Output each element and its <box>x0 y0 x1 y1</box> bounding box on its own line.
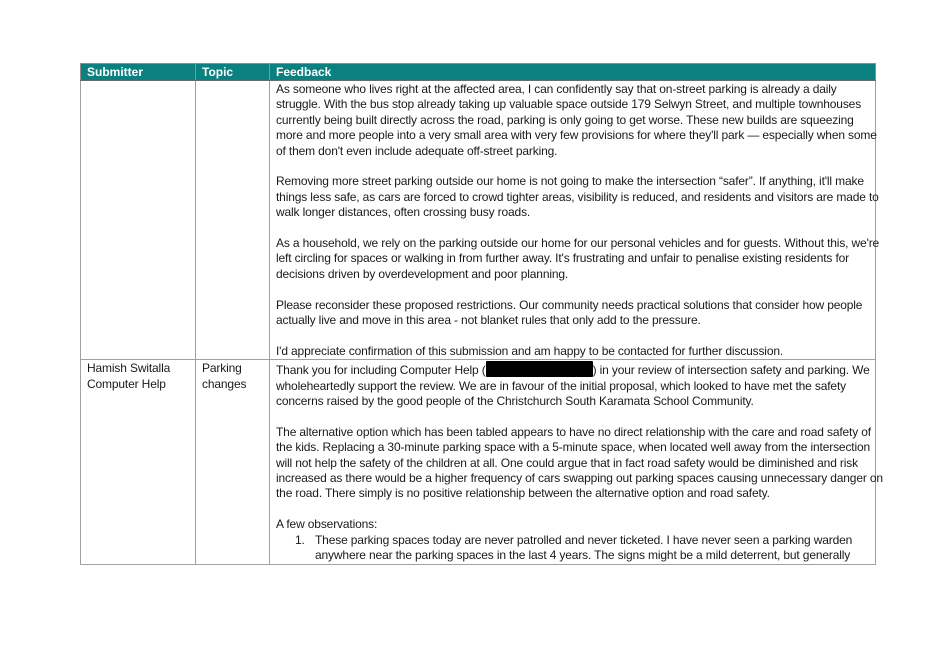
list-item <box>276 533 869 564</box>
text-line: left circling for spaces or walking in from further away. It's frustrating and unfair to penalise existing residents for <box>276 251 850 266</box>
feedback-cell <box>270 81 880 360</box>
feedback-paragraph <box>276 82 877 159</box>
submitter-cell <box>81 360 196 564</box>
text-line: As someone who lives right at the affected area, I can confidently say that on-street parking is already a daily <box>276 82 837 96</box>
text-line: increased as there would be a higher frequency of cars swapping out parking spaces causing unnecessary danger on <box>276 471 883 486</box>
feedback-paragraph <box>276 236 880 282</box>
paragraph-spacer <box>276 282 869 297</box>
feedback-paragraph <box>276 361 869 409</box>
feedback-paragraph <box>276 298 869 329</box>
text-line: anywhere near the parking spaces in the last 4 years. The signs might be a mild deterrent, but generally <box>315 548 851 563</box>
submitter-cell <box>81 81 196 360</box>
text-line: wholeheartedly support the review. We are in favour of the initial proposal, which looked to have met the safety <box>276 378 846 393</box>
table-row <box>81 81 876 360</box>
intro-text-before: Thank you for including Computer Help ( <box>276 363 486 378</box>
text-line: actually live and move in this area - not blanket rules that only add to the pressure. <box>276 313 701 328</box>
table-header-row <box>81 64 876 81</box>
observations-list <box>276 533 869 564</box>
paragraph-spacer <box>276 502 869 517</box>
text-line: A few observations: <box>276 517 378 532</box>
table-row <box>81 360 876 564</box>
feedback-paragraph <box>276 344 869 359</box>
list-number: 1. <box>295 532 305 547</box>
text-line: will not help the safety of the children at all. One could argue that in fact road safety would be diminished and risk <box>276 455 858 470</box>
text-line: currently being built directly across the road, parking is only going to get worse. These new builds are squeezing <box>276 112 854 127</box>
paragraph-spacer <box>276 409 869 424</box>
feedback-paragraph <box>276 174 879 220</box>
text-line: walk longer distances, often crossing busy roads. <box>276 205 531 220</box>
text-line: the road. There simply is no positive relationship between the alternative option and road safety. <box>276 486 770 501</box>
feedback-paragraph <box>276 517 869 532</box>
text-line: concerns raised by the good people of the Christchurch South Karamata School Community. <box>276 394 754 409</box>
text-line <box>276 361 869 378</box>
column-header-topic: Topic <box>196 64 270 81</box>
feedback-paragraph <box>276 424 883 502</box>
paragraph-spacer <box>276 159 869 174</box>
topic-text: changes <box>202 376 247 391</box>
column-header-submitter: Submitter <box>81 64 196 81</box>
text-line: the kids. Replacing a 30-minute parking space with a 5-minute space, when located well away from the intersection <box>276 440 871 455</box>
text-line: of them don't even include adequate off-street parking. <box>276 143 558 158</box>
submitter-organisation: Computer Help <box>87 376 166 391</box>
text-line: The alternative option which has been tabled appears to have no direct relationship with the care and road safety of <box>276 424 871 439</box>
submitter-name: Hamish Switalla <box>87 361 171 376</box>
text-line: decisions driven by overdevelopment and poor planning. <box>276 266 569 281</box>
text-line: struggle. With the bus stop already taking up valuable space outside 179 Selwyn Street, and multiple townhouses <box>276 97 862 112</box>
text-line: These parking spaces today are never patrolled and never ticketed. I have never seen a parking warden <box>315 532 853 547</box>
feedback-table <box>80 63 883 565</box>
text-line: As a household, we rely on the parking outside our home for our personal vehicles and for guests. Without this, we're <box>276 236 880 251</box>
topic-text: Parking <box>202 361 242 376</box>
paragraph-spacer <box>276 221 869 236</box>
text-line: Removing more street parking outside our home is not going to make the intersection “safer”. If anything, it'll make <box>276 174 864 189</box>
intro-text-after: ) in your review of intersection safety and parking. We <box>592 363 870 378</box>
paragraph-spacer <box>276 328 869 343</box>
topic-cell <box>196 81 270 360</box>
text-line: Please reconsider these proposed restrictions. Our community needs practical solutions that consider how people <box>276 297 863 312</box>
feedback-cell <box>270 360 883 564</box>
text-line: things less safe, as cars are forced to crowd tighter areas, visibility is reduced, and residents and visitors are made to <box>276 189 879 204</box>
text-line: I'd appreciate confirmation of this submission and am happy to be contacted for further discussion. <box>276 343 784 358</box>
topic-cell <box>196 360 270 564</box>
column-header-feedback: Feedback <box>270 64 876 81</box>
redaction-block <box>486 361 593 377</box>
text-line: more and more people into a very small area with very few provisions for where they'll park — especially when some <box>276 128 877 143</box>
